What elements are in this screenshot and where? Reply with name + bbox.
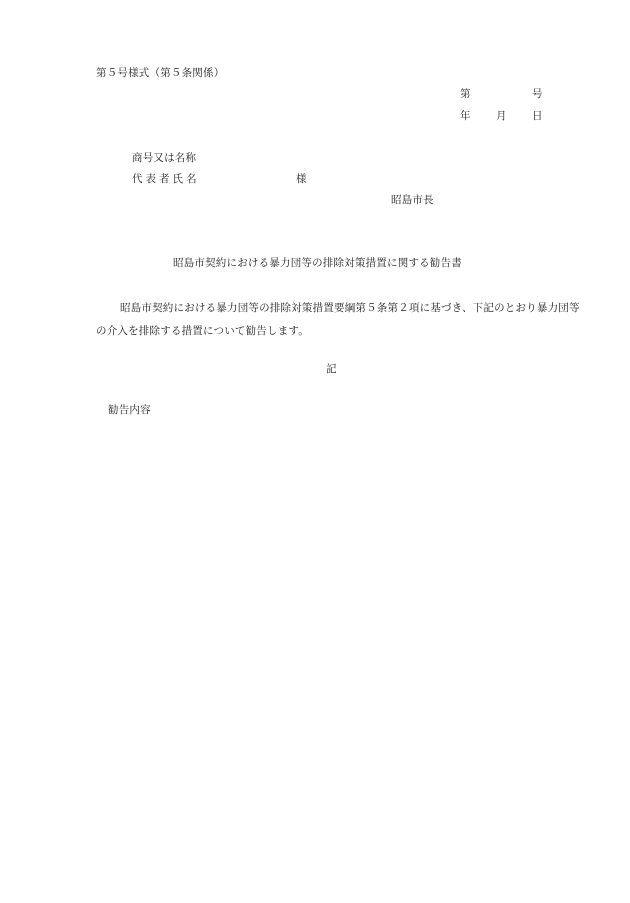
document-title: 昭島市契約における暴力団等の排除対策措置に関する勧告書 bbox=[173, 257, 462, 269]
body-paragraph: 昭島市契約における暴力団等の排除対策措置要綱第５条第２項に基づき、下記のとおり暴力団等の介入を排除する措置について勧告します。 bbox=[96, 302, 580, 337]
company-name-label: 商号又は名称 bbox=[132, 152, 197, 164]
date-year: 年 bbox=[460, 110, 471, 122]
form-label: 第５号様式（第５条関係） bbox=[96, 67, 225, 79]
number-prefix: 第 bbox=[460, 88, 471, 100]
representative-name-label: 代表者氏名 bbox=[132, 173, 200, 185]
honorific: 様 bbox=[296, 173, 307, 185]
date-day: 日 bbox=[532, 110, 543, 122]
ki-heading: 記 bbox=[326, 363, 337, 375]
date-month: 月 bbox=[496, 110, 507, 122]
number-suffix: 号 bbox=[532, 88, 543, 100]
sender-title: 昭島市長 bbox=[391, 194, 434, 206]
recommendation-section-label: 勧告内容 bbox=[108, 404, 151, 416]
